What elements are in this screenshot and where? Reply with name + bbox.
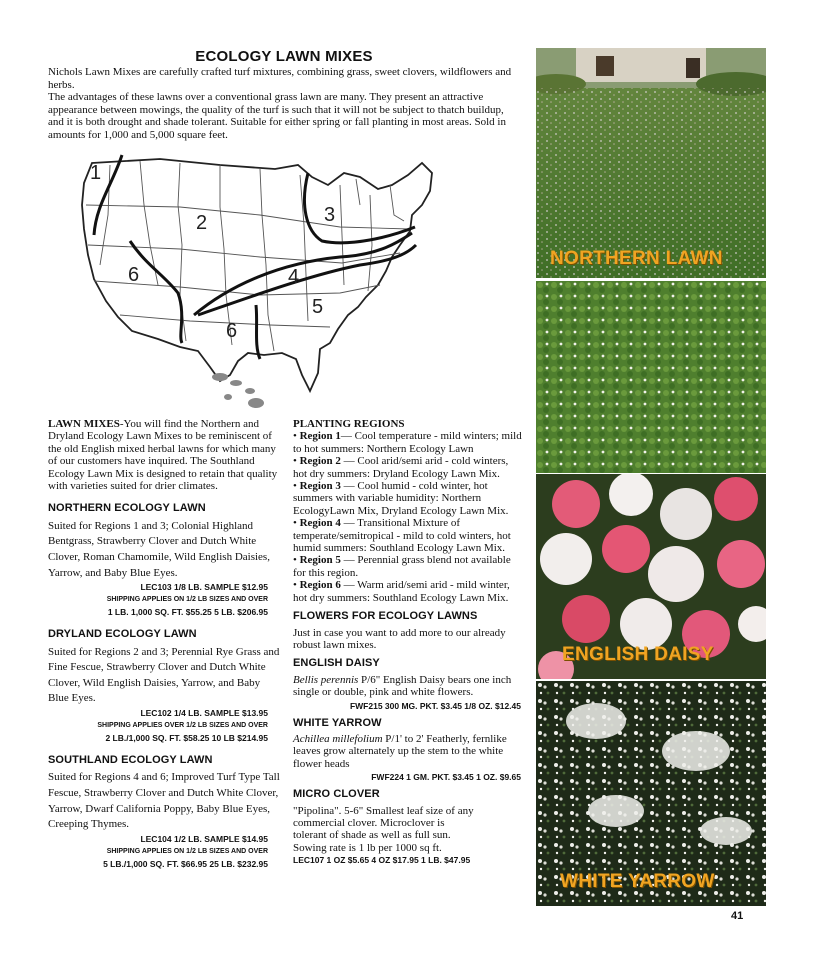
map-label-region-1: 1 <box>90 162 102 184</box>
region-4: • Region 4 — Transitional Mixture of temperate/semitropical - mild to cold winters, hot humid summers: Southland Ecology Lawn Mix. <box>293 517 511 555</box>
northern-text: Suited for Regions 1 and 3; Colonial Highland Bentgrass, Strawberry Clover and Dutch White Clover, Roman Chamomile, Wild English Daisies, Yarrow, and Baby Blue Eyes. <box>48 519 270 579</box>
white-yarrow-heading: WHITE YARROW <box>293 716 382 729</box>
northern-sku: LEC103 1/8 LB. SAMPLE $12.95 <box>140 582 268 593</box>
english-daisy-photo <box>536 474 766 679</box>
dryland-heading: DRYLAND ECOLOGY LAWN <box>48 628 197 641</box>
southland-text: Suited for Regions 4 and 6; Improved Turf Type Tall Fescue, Strawberry Clover and Dutch White Clover, Yarrow, Dwarf California Poppy, Baby Blue Eyes, Creeping Thymes. <box>48 771 280 831</box>
clover-lawn-photo <box>536 281 766 473</box>
english-daisy-latin: Bellis perennis <box>293 673 359 686</box>
intro-paragraph-1: Nichols Lawn Mixes are carefully crafted turf mixtures, combining grass, sweet clovers, wildflowers and herbs. <box>48 66 512 91</box>
dryland-shipping: SHIPPING APPLIES OVER 1/2 LB SIZES AND OVER <box>97 722 268 729</box>
region-1: • Region 1— Cool temperature - mild winters; mild to hot summers: Northern Ecology Lawn <box>293 430 522 455</box>
southland-shipping: SHIPPING APPLIES ON 1/2 LB SIZES AND OVER <box>106 847 268 855</box>
map-label-region-6-south: 6 <box>226 320 238 342</box>
white-yarrow-latin: Achillea millefolium <box>293 732 383 745</box>
southland-heading: SOUTHLAND ECOLOGY LAWN <box>48 754 213 766</box>
english-daisy-text: Bellis perennis P/6" English Daisy bears one inch single or double, pink and white flowers. <box>293 673 512 699</box>
northern-lawn-photo <box>536 48 766 278</box>
lawn-mixes-text: -You will find the Northern and Dryland Ecology Lawn Mixes to be reminiscent of the old English mixed herbal lawns for which many of our customers have inquired. The Southland Ecology Lawn Mix is designed to retain that quality with varieties suited for drier climates. <box>48 418 278 493</box>
northern-prices: 1 LB. 1,000 SQ. FT. $55.25 5 LB. $206.95 <box>107 607 268 618</box>
region-3: • Region 3 — Cool humid - cold winter, hot summers with variable humidity: Northern EcologyLawn Mix, Dryland Ecology Lawn Mix. <box>293 480 509 517</box>
right-column <box>293 418 525 866</box>
page-number: 41 <box>731 910 744 922</box>
micro-clover-heading: MICRO CLOVER <box>293 788 380 801</box>
dryland-text: Suited for Regions 2 and 3; Perennial Rye Grass and Fine Fescue, Strawberry Clover and Dutch White Clover, Wild English Daisies, Yarrow, and Baby Blue Eyes. <box>48 645 280 705</box>
intro <box>48 66 522 142</box>
southland-prices: 5 LB./1,000 SQ. FT. $66.95 25 LB. $232.95 <box>103 858 268 869</box>
flowers-heading: FLOWERS FOR ECOLOGY LAWNS <box>293 610 478 623</box>
lawn-mixes-paragraph <box>48 418 280 492</box>
map-label-region-3: 3 <box>324 204 336 226</box>
lawn-mixes-lead: LAWN MIXES <box>48 418 120 430</box>
region-2: • Region 2 — Cool arid/semi arid - cold winters, hot dry summers: Dryland Ecology Lawn Mix. <box>293 455 509 480</box>
planting-heading: PLANTING REGIONS <box>293 418 405 430</box>
flowers-text: Just in case you want to add more to our already robust lawn mixes. <box>293 626 506 651</box>
southland-sku: LEC104 1/2 LB. SAMPLE $14.95 <box>140 833 268 844</box>
map-label-region-4: 4 <box>288 266 300 288</box>
left-column <box>48 418 280 870</box>
northern-shipping: SHIPPING APPLIES ON 1/2 LB SIZES AND OVER <box>106 596 268 604</box>
white-yarrow-photo <box>536 681 766 906</box>
map-label-region-6-west: 6 <box>128 264 140 286</box>
northern-lawn-caption: NORTHERN LAWN <box>550 248 723 269</box>
white-yarrow-sku: FWF224 1 GM. PKT. $3.45 1 OZ. $9.65 <box>371 772 521 783</box>
micro-clover-text: "Pipolina". 5-6" Smallest leaf size of any commercial clover. Microclover is tolerant of shade as well as full sun. Sowing rate is 1 lb per 1000 sq ft. <box>293 804 474 854</box>
micro-clover-sku: LEC107 1 OZ $5.65 4 OZ $17.95 1 LB. $47.95 <box>293 855 471 866</box>
planting-regions-map <box>60 145 445 417</box>
white-yarrow-text: Achillea millefolium P/1' to 2' Featherly, fernlike leaves grow alternately up the stem to the white flower heads <box>293 732 507 770</box>
white-yarrow-caption: WHITE YARROW <box>560 871 715 892</box>
english-daisy-sku: FWF215 300 MG. PKT. $3.45 1/8 OZ. $12.45 <box>349 700 521 711</box>
dryland-sku: LEC102 1/4 LB. SAMPLE $13.95 <box>140 708 268 718</box>
english-daisy-caption: ENGLISH DAISY <box>562 644 714 665</box>
region-5: • Region 5 — Perennial grass blend not available for this region. <box>293 554 511 579</box>
dryland-prices: 2 LB./1,000 SQ. FT. $58.25 10 LB $214.95 <box>105 733 268 743</box>
map-label-region-5: 5 <box>312 296 324 318</box>
northern-heading: NORTHERN ECOLOGY LAWN <box>48 502 206 515</box>
intro-paragraph-2: The advantages of these lawns over a conventional grass lawn are many. They present an attractive appearance between mowings, the quality of the turf is such that it will not be subject to thatch buildup, and it is both drought and shade tolerant. Suitable for either spring or fall planting in most areas. Sold in amounts for 1,000 and 5,000 square feet. <box>48 91 506 141</box>
region-6: • Region 6 — Warm arid/semi arid - mild winter, hot dry summers: Southland Ecology Lawn Mix. <box>293 579 510 604</box>
english-daisy-heading: ENGLISH DAISY <box>293 657 380 670</box>
map-label-region-2: 2 <box>196 212 208 234</box>
page-title: ECOLOGY LAWN MIXES <box>195 48 373 65</box>
